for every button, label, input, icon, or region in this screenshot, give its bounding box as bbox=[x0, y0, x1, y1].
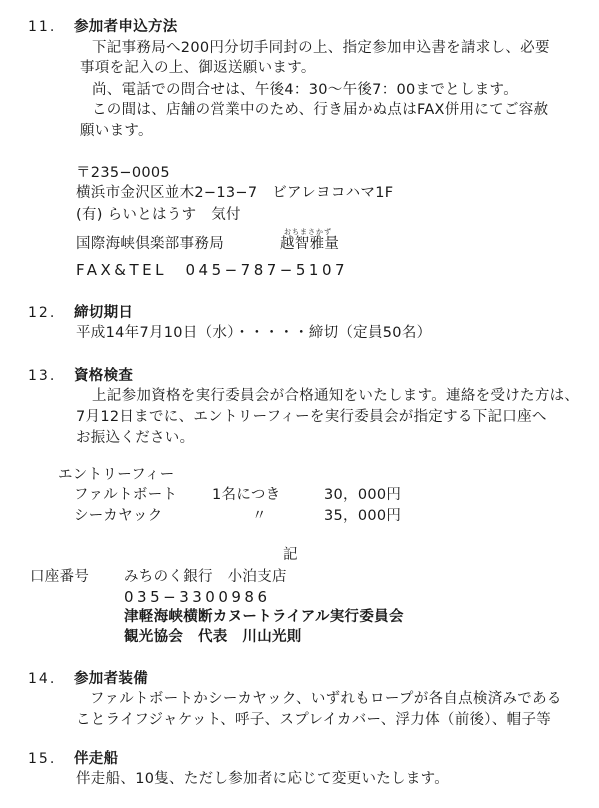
street-address: 横浜市金沢区並木2−13−7 ビアレヨコハマ1F bbox=[76, 185, 394, 201]
section-14-title: 参加者装備 bbox=[74, 671, 148, 687]
s13-line-1: 上記参加資格を実行委員会が合格通知をいたします。連絡を受けた方は、 bbox=[92, 388, 580, 404]
office-name: 国際海峡倶楽部事務局 bbox=[76, 236, 224, 252]
representative: 観光協会 代表 川山光則 bbox=[124, 629, 302, 645]
fax-tel: FAX&TEL 045−787−5107 bbox=[76, 261, 349, 279]
fee-unit-1: 1名につき bbox=[212, 487, 281, 503]
s11-line-1: 下記事務局へ200円分切手同封の上、指定参加申込書を請求し、必要 bbox=[92, 40, 550, 56]
deadline-line: 平成14年7月10日（水）・・・・・締切（定員50名） bbox=[76, 325, 432, 341]
company-name: (有) らいとはうす 気付 bbox=[76, 207, 241, 223]
fee-unit-2: 〃 bbox=[252, 508, 267, 524]
section-11-title: 参加者申込方法 bbox=[74, 19, 178, 35]
escort-boat-line: 伴走船、10隻、ただし参加者に応じて変更いたします。 bbox=[76, 771, 450, 787]
fee-boat-1: ファルトボート bbox=[74, 487, 178, 503]
section-15-number: 15. bbox=[28, 751, 57, 767]
s13-line-2: 7月12日までに、エントリーフィーを実行委員会が指定する下記口座へ bbox=[76, 409, 547, 425]
person-name: 越智雅量 bbox=[280, 236, 340, 252]
section-12-number: 12. bbox=[28, 305, 57, 321]
s11-line-2: 事項を記入の上、御返送願います。 bbox=[80, 60, 316, 76]
fee-boat-2: シーカヤック bbox=[74, 508, 163, 524]
fee-amount-2: 35，000円 bbox=[324, 508, 402, 524]
s11-line-5: 願います。 bbox=[80, 123, 153, 139]
fee-amount-1: 30，000円 bbox=[324, 487, 402, 503]
section-13-title: 資格検査 bbox=[74, 368, 134, 384]
person-ruby: おちまさかず bbox=[284, 228, 332, 236]
section-13-number: 13. bbox=[28, 368, 57, 384]
section-11-number: 11. bbox=[28, 19, 57, 35]
s14-line-2: ことライフジャケット、呼子、スプレイカバー、浮力体（前後）、帽子等 bbox=[76, 712, 552, 728]
account-holder: 津軽海峡横断カヌートライアル実行委員会 bbox=[124, 609, 404, 625]
section-14-number: 14. bbox=[28, 671, 57, 687]
s13-line-3: お振込ください。 bbox=[76, 430, 195, 446]
s14-line-1: ファルトボートかシーカヤック、いずれもロープが各自点検済みである bbox=[90, 691, 562, 707]
entry-fee-heading: エントリーフィー bbox=[58, 467, 175, 483]
section-12-title: 締切期日 bbox=[74, 305, 134, 321]
s11-line-3: 尚、電話での問合せは、午後4：30〜午後7：00までとします。 bbox=[92, 82, 518, 98]
section-15-title: 伴走船 bbox=[74, 751, 119, 767]
account-label: 口座番号 bbox=[30, 569, 90, 585]
account-number: 035−3300986 bbox=[124, 588, 271, 606]
postal-code: 〒235−0005 bbox=[76, 165, 170, 181]
ki-marker: 記 bbox=[283, 547, 298, 563]
bank-branch: みちのく銀行 小泊支店 bbox=[124, 569, 287, 585]
s11-line-4: この間は、店舗の営業中のため、行き届かぬ点はFAX併用にてご容赦 bbox=[92, 102, 549, 118]
